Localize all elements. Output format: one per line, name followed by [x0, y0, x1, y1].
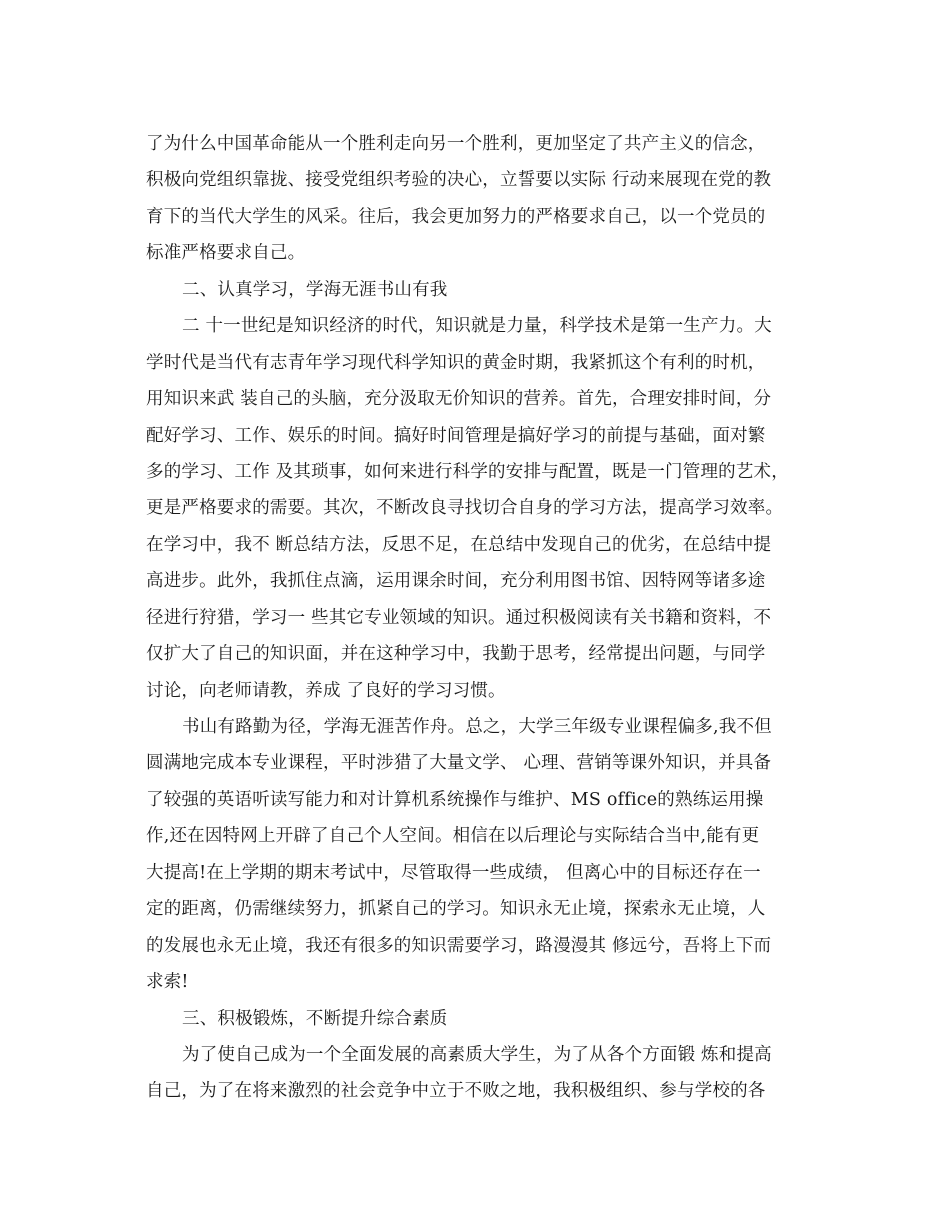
- text-line: 自己，为了在将来激烈的社会竞争中立于不败之地，我积极组织、参与学校的各: [146, 1081, 766, 1102]
- text-line: 大提高!在上学期的期末考试中，尽管取得一些成绩， 但离心中的目标还存在一: [146, 862, 761, 883]
- text-line: 了较强的英语听读写能力和对计算机系统操作与维护、MS office的熟练运用操: [146, 789, 764, 810]
- text-line: 二 十一世纪是知识经济的时代，知识就是力量，科学技术是第一生产力。大: [182, 316, 772, 337]
- text-line: 仅扩大了自己的知识面，并在这种学习中，我勤于思考，经常提出问题，与同学: [146, 644, 766, 665]
- text-line: 多的学习、工作 及其琐事，如何来进行科学的安排与配置，既是一门管理的艺术，: [146, 461, 789, 482]
- text-line: 三、积极锻炼，不断提升综合素质: [182, 1008, 448, 1029]
- text-line: 积极向党组织靠拢、接受党组织考验的决心，立誓要以实际 行动来展现在党的教: [146, 170, 772, 191]
- text-line: 二、认真学习，学海无涯书山有我: [182, 279, 448, 300]
- text-line: 育下的当代大学生的风采。往后，我会更加努力的严格要求自己，以一个党员的: [146, 206, 766, 227]
- text-line: 圆满地完成本专业课程，平时涉猎了大量文学、 心理、营销等课外知识，并具备: [146, 753, 772, 774]
- text-line: 求索!: [146, 972, 189, 993]
- text-line: 为了使自己成为一个全面发展的高素质大学生，为了从各个方面锻 炼和提高: [182, 1044, 772, 1065]
- text-line: 学时代是当代有志青年学习现代科学知识的黄金时期，我紧抓这个有利的时机，: [146, 352, 766, 373]
- text-line: 定的距离，仍需继续努力，抓紧自己的学习。知识永无止境，探索永无止境，人: [146, 899, 766, 920]
- text-line: 径进行狩猎，学习一 些其它专业领域的知识。通过积极阅读有关书籍和资料，不: [146, 607, 772, 628]
- text-line: 标准严格要求自己。: [146, 243, 306, 264]
- text-line: 配好学习、工作、娱乐的时间。搞好时间管理是搞好学习的前提与基础，面对繁: [146, 425, 766, 446]
- text-line: 的发展也永无止境，我还有很多的知识需要学习，路漫漫其 修远兮，吾将上下而: [146, 935, 772, 956]
- text-line: 了为什么中国革命能从一个胜利走向另一个胜利，更加坚定了共产主义的信念，: [146, 134, 766, 154]
- text-line: 在学习中，我不 断总结方法，反思不足，在总结中发现自己的优劣，在总结中提: [146, 534, 772, 555]
- text-line: 书山有路勤为径，学海无涯苦作舟。总之，大学三年级专业课程偏多,我不但: [182, 717, 772, 737]
- document-body: [146, 126, 818, 1110]
- text-line: 讨论，向老师请教，养成 了良好的学习习惯。: [146, 680, 506, 701]
- text-line: 更是严格要求的需要。其次，不断改良寻找切合自身的学习方法，提高学习效率。: [146, 498, 784, 519]
- text-line: 用知识来武 装自己的头脑，充分汲取无价知识的营养。首先，合理安排时间，分: [146, 389, 772, 410]
- text-line: 高进步。此外，我抓住点滴，运用课余时间，充分利用图书馆、因特网等诸多途: [146, 571, 766, 592]
- text-line: 作,还在因特网上开辟了自己个人空间。相信在以后理论与实际结合当中,能有更: [146, 826, 760, 847]
